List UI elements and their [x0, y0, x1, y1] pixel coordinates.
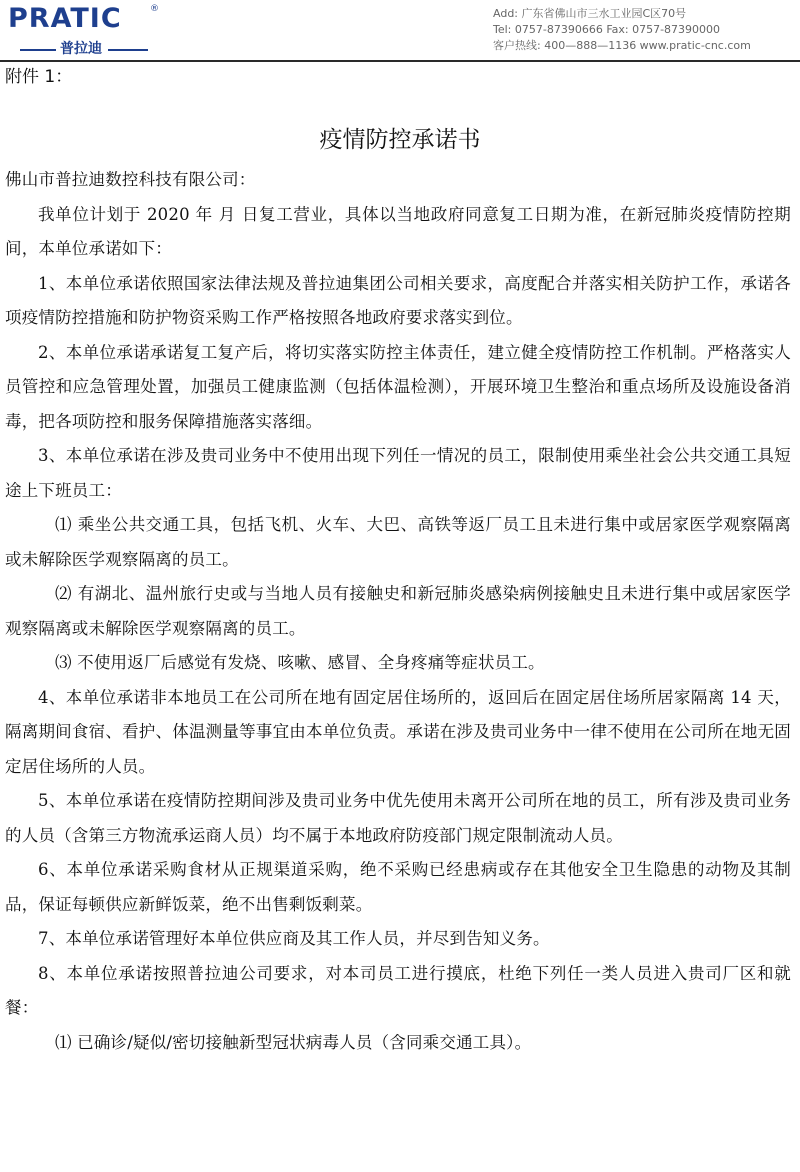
company-hotline-website: 客户热线: 400—888—1136 www.pratic-cnc.com: [493, 39, 751, 52]
letterhead: [0, 0, 800, 60]
company-address: Add: 广东省佛山市三水工业园C区70号: [493, 7, 687, 20]
attachment-label: 附件 1：: [5, 67, 73, 87]
commitment-6: 6、本单位承诺采购食材从正规渠道采购，绝不采购已经患病或存在其他安全卫生隐患的动物及其制品，保证每顿供应新鲜饭菜，绝不出售剩饭剩菜。: [5, 860, 791, 914]
salutation: 佛山市普拉迪数控科技有限公司：: [5, 170, 256, 189]
commitment-3-item-3: ⑶ 不使用返厂后感觉有发烧、咳嗽、感冒、全身疼痛等症状员工。: [55, 653, 545, 672]
logo-divider-left: [20, 49, 56, 51]
logo-divider-right: [108, 49, 148, 51]
document-title: 疫情防控承诺书: [319, 127, 481, 153]
pratic-logo: [8, 4, 158, 56]
company-phone-fax: Tel: 0757-87390666 Fax: 0757-87390000: [493, 23, 721, 36]
registered-mark: ®: [150, 4, 159, 14]
commitment-1: 1、本单位承诺依照国家法律法规及普拉迪集团公司相关要求，高度配合并落实相关防护工作，承诺各项疫情防控措施和防护物资采购工作严格按照各地政府要求落实到位。: [5, 273, 791, 327]
logo-wordmark: PRATIC: [8, 3, 122, 34]
commitment-8: 8、本单位承诺按照普拉迪公司要求，对本司员工进行摸底，杜绝下列任一类人员进入贵司厂区和就餐：: [5, 963, 791, 1017]
logo-chinese-name: 普拉迪: [60, 41, 102, 57]
contact-info: [493, 6, 798, 54]
commitment-2: 2、本单位承诺承诺复工复产后，将切实落实防控主体责任，建立健全疫情防控工作机制。严格落实人员管控和应急管理处置，加强员工健康监测（包括体温检测），开展环境卫生整治和重点场所及设施设备消毒，把各项防控和服务保障措施落实落细。: [5, 342, 791, 431]
document-body: [5, 163, 791, 1060]
commitment-3: 3、本单位承诺在涉及贵司业务中不使用出现下列任一情况的员工，限制使用乘坐社会公共交通工具短途上下班员工：: [5, 446, 791, 500]
commitment-8-item-1: ⑴ 已确诊/疑似/密切接触新型冠状病毒人员（含同乘交通工具）。: [55, 1032, 532, 1052]
commitment-3-item-1: ⑴ 乘坐公共交通工具，包括飞机、火车、大巴、高铁等返厂员工且未进行集中或居家医学观察隔离或未解除医学观察隔离的员工。: [5, 515, 791, 569]
commitment-7: 7、本单位承诺管理好本单位供应商及其工作人员，并尽到告知义务。: [38, 929, 550, 948]
commitment-4: 4、本单位承诺非本地员工在公司所在地有固定居住场所的，返回后在固定居住场所居家隔离 14 天，隔离期间食宿、看护、体温测量等事宜由本单位负责。承诺在涉及贵司业务中一律不使用在公司所在地无固定居住场所的人员。: [5, 687, 791, 776]
commitment-3-item-2: ⑵ 有湖北、温州旅行史或与当地人员有接触史和新冠肺炎感染病例接触史且未进行集中或居家医学观察隔离或未解除医学观察隔离的员工。: [5, 584, 791, 638]
intro-paragraph: 我单位计划于 2020 年 月 日复工营业，具体以当地政府同意复工日期为准，在新冠肺炎疫情防控期间，本单位承诺如下：: [5, 204, 791, 258]
commitment-5: 5、本单位承诺在疫情防控期间涉及贵司业务中优先使用未离开公司所在地的员工，所有涉及贵司业务的人员（含第三方物流承运商人员）均不属于本地政府防疫部门规定限制流动人员。: [5, 791, 791, 845]
header-divider: [0, 60, 800, 62]
